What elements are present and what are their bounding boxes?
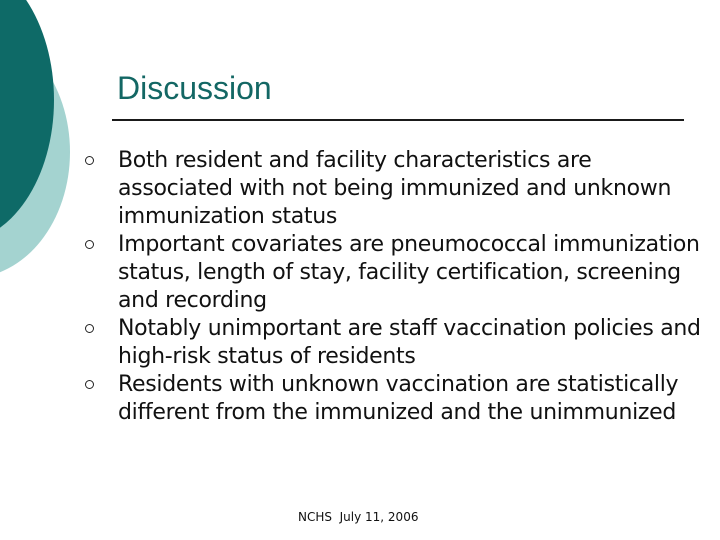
bullet-text: Both resident and facility characteristics are associated with not being immunized and unknown immunization status xyxy=(118,148,672,229)
bullet-item xyxy=(85,371,710,427)
bullet-circle-icon xyxy=(85,324,94,333)
bullet-item xyxy=(85,315,710,371)
bullet-text: Notably unimportant are staff vaccination policies and high-risk status of residents xyxy=(118,316,701,369)
bullet-text: Residents with unknown vaccination are statistically different from the immunized and the unimmunized xyxy=(118,372,679,425)
bullet-text: Important covariates are pneumococcal immunization status, length of stay, facility certification, screening and recording xyxy=(118,232,700,313)
slide-footer: NCHS July 11, 2006 xyxy=(298,510,419,524)
slide-title: Discussion xyxy=(117,70,272,106)
title-underline xyxy=(112,119,684,121)
bullet-circle-icon xyxy=(85,380,94,389)
bullet-circle-icon xyxy=(85,240,94,249)
bullet-circle-icon xyxy=(85,156,94,165)
bullet-list xyxy=(85,147,710,427)
bullet-item xyxy=(85,231,710,315)
bullet-item xyxy=(85,147,710,231)
